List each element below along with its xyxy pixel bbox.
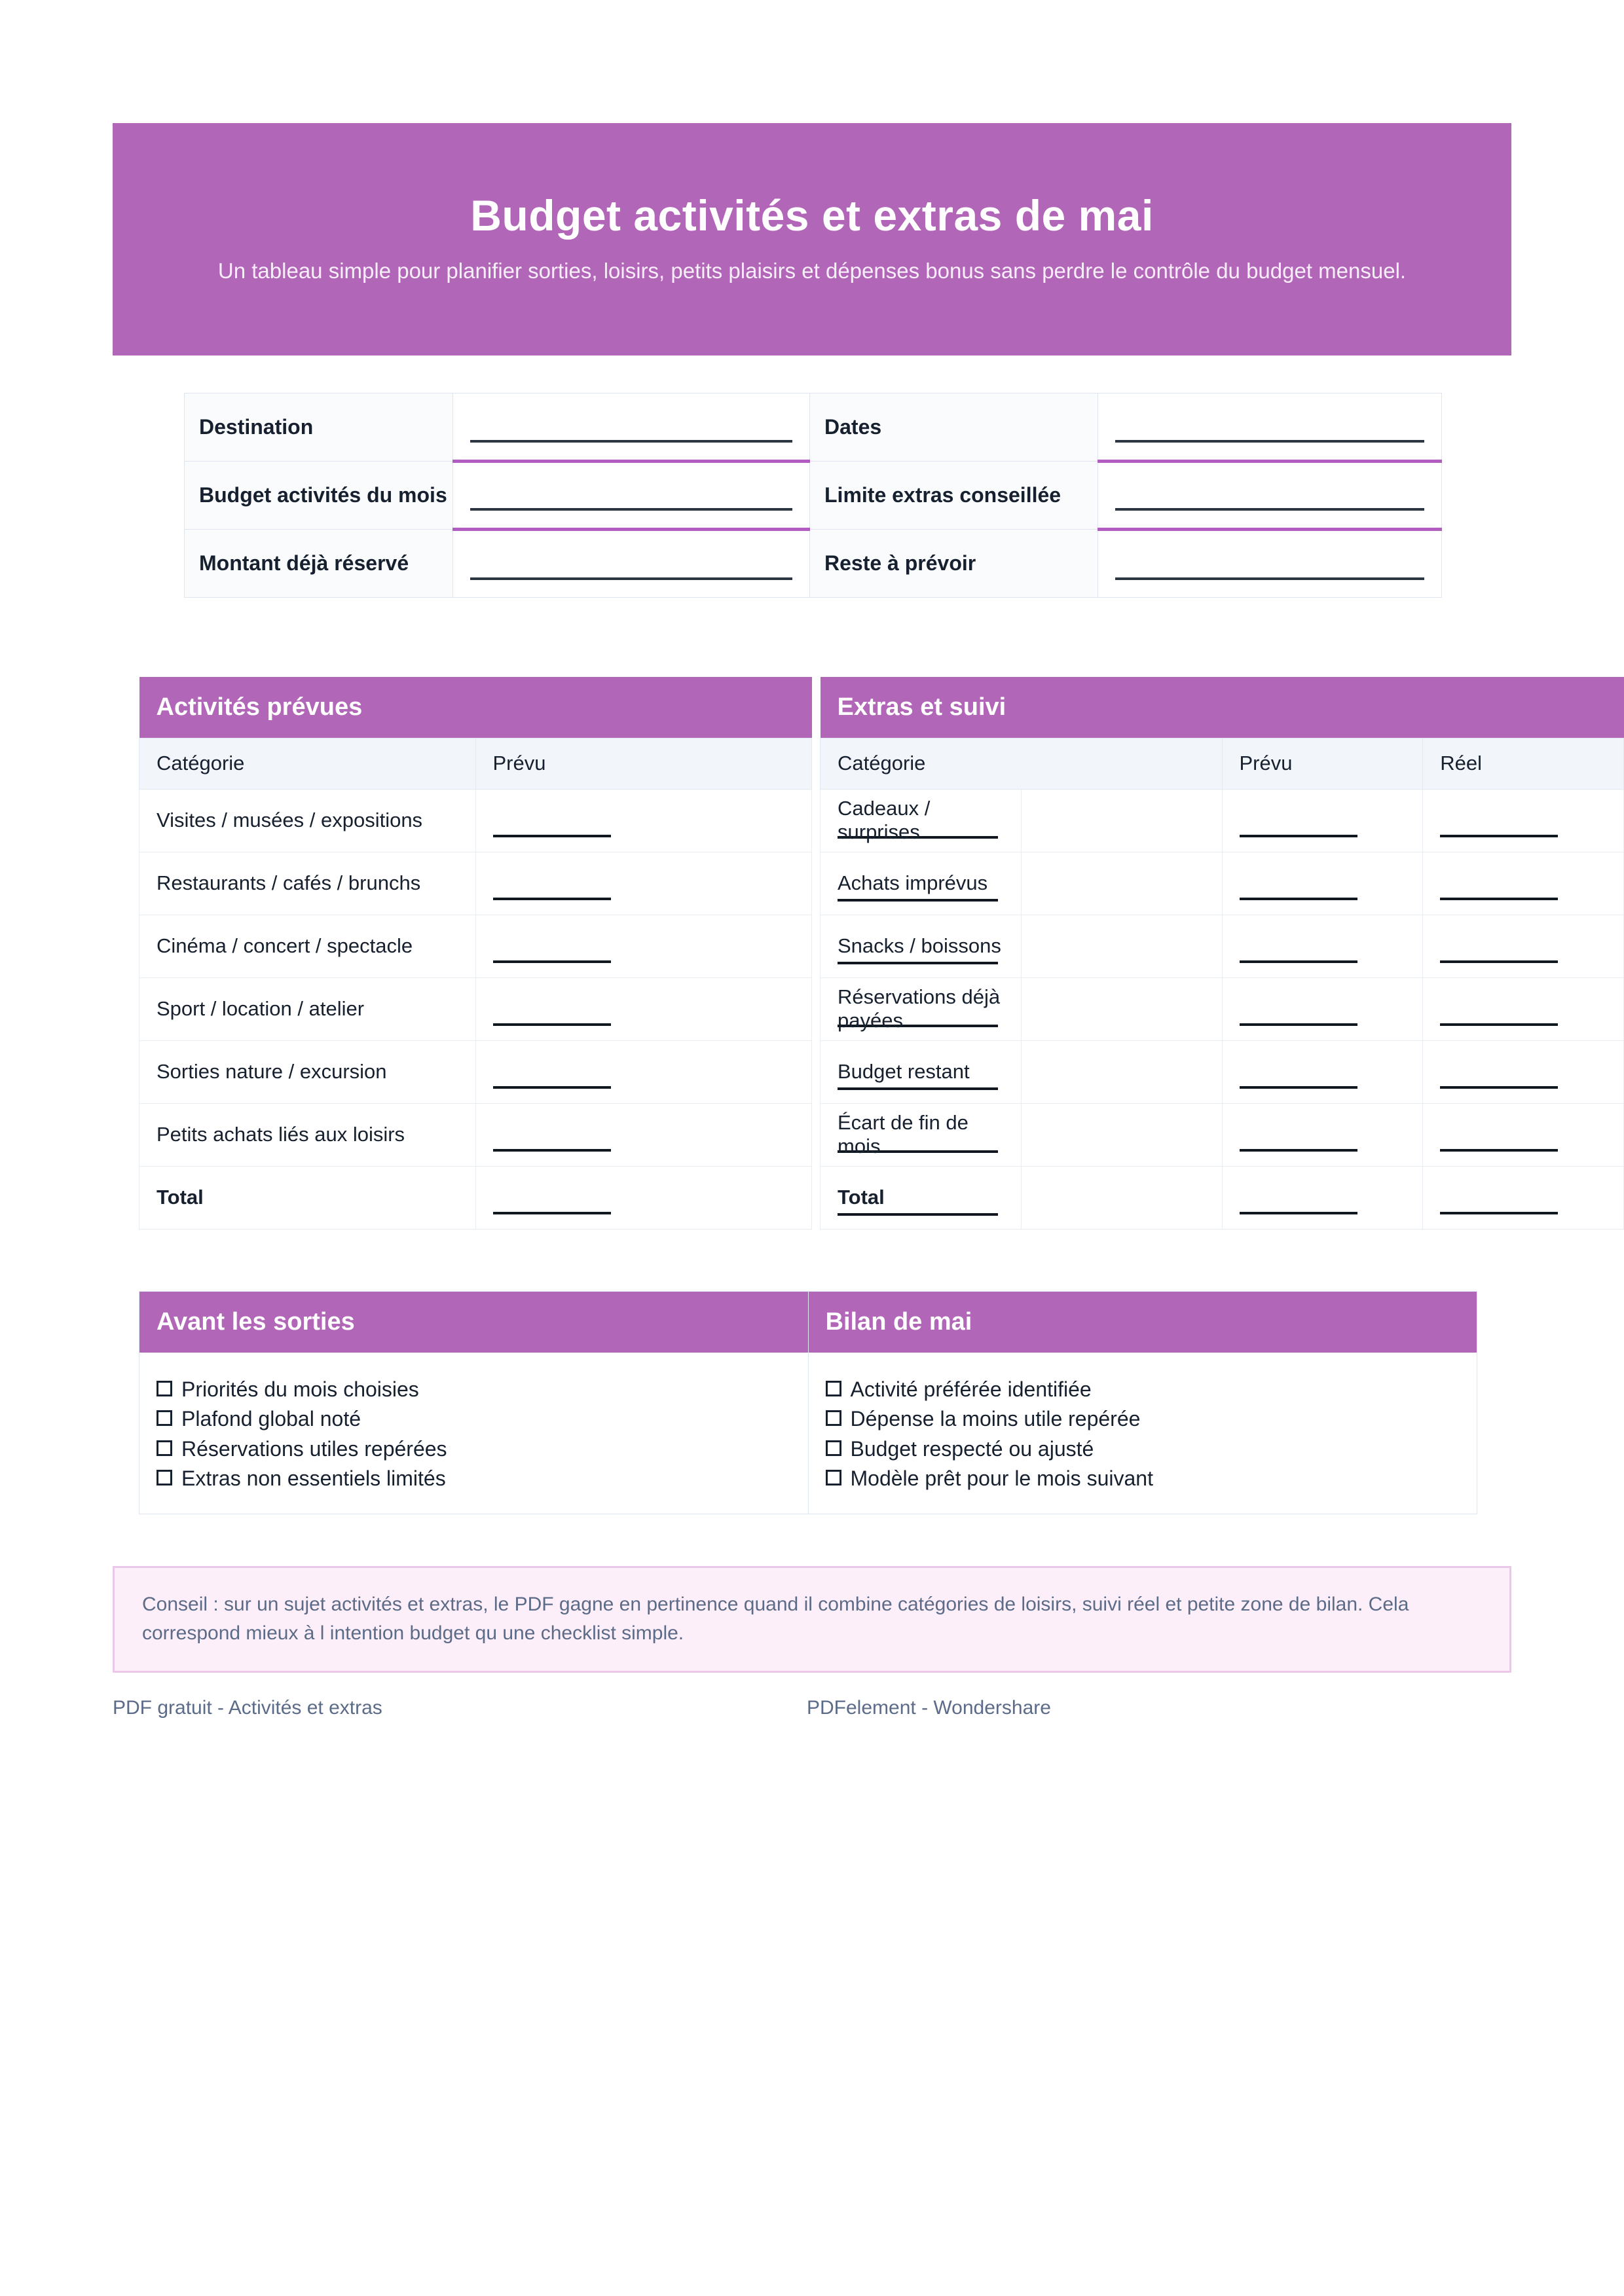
activities-header-row: [139, 738, 812, 789]
checklist-area: [139, 1291, 1477, 1514]
list-item[interactable]: [826, 1375, 1460, 1404]
checkbox-icon[interactable]: [157, 1381, 172, 1396]
checklist-item-label: Dépense la moins utile repérée: [850, 1407, 1141, 1431]
extras-input-prevu[interactable]: [1222, 852, 1423, 915]
activities-cell-category: Cinéma / concert / spectacle: [139, 915, 476, 977]
activities-input-prevu[interactable]: [475, 1103, 812, 1166]
checkbox-icon[interactable]: [157, 1440, 172, 1456]
table-row: [821, 789, 1624, 852]
activities-input-prevu[interactable]: [475, 852, 812, 915]
checklist-item-label: Plafond global noté: [181, 1407, 361, 1431]
write-rule: [838, 962, 998, 964]
write-rule: [1240, 835, 1357, 837]
write-rule: [1115, 577, 1424, 580]
extras-input-prevu[interactable]: [1222, 1103, 1423, 1166]
trip-info-table: [184, 393, 1442, 598]
write-rule: [1240, 898, 1357, 900]
write-rule: [493, 1023, 611, 1026]
write-rule: [1440, 1086, 1558, 1089]
checklist-items: [809, 1353, 1477, 1514]
extras-input-reel[interactable]: [1423, 915, 1624, 977]
info-field-budget-activites[interactable]: [453, 462, 810, 530]
info-field-limite-extras[interactable]: [1098, 462, 1442, 530]
table-row: [139, 977, 812, 1040]
activities-table-title: Activités prévues: [139, 677, 812, 738]
extras-input-prevu[interactable]: [1222, 977, 1423, 1040]
table-row: [821, 977, 1624, 1040]
extras-cell-spacer: [1021, 1040, 1222, 1103]
table-row: [821, 915, 1624, 977]
activities-title-row: [139, 677, 812, 738]
activities-cell-category: Restaurants / cafés / brunchs: [139, 852, 476, 915]
checklist-item-label: Budget respecté ou ajusté: [850, 1436, 1094, 1461]
extras-cell-category: [821, 789, 1022, 852]
write-rule: [493, 898, 611, 900]
extras-title-row: [821, 677, 1624, 738]
write-rule: [1440, 1023, 1558, 1026]
checklist-title: Bilan de mai: [809, 1292, 1477, 1353]
activities-input-prevu[interactable]: [475, 789, 812, 852]
write-rule: [1240, 1149, 1357, 1152]
extras-table: [820, 677, 1624, 1230]
write-rule: [1440, 1212, 1558, 1214]
extras-total-input-reel[interactable]: [1423, 1166, 1624, 1229]
table-row: [821, 852, 1624, 915]
checkbox-icon[interactable]: [157, 1410, 172, 1426]
extras-cell-spacer: [1021, 789, 1222, 852]
extras-category-label: Snacks / boissons: [838, 934, 1001, 957]
write-rule: [1115, 508, 1424, 511]
info-field-dates[interactable]: [1098, 393, 1442, 462]
info-field-reste-a-prevoir[interactable]: [1098, 530, 1442, 598]
activities-col-prevu: Prévu: [475, 738, 812, 789]
table-row: [139, 789, 812, 852]
activities-cell-category: Sorties nature / excursion: [139, 1040, 476, 1103]
page-subtitle: Un tableau simple pour planifier sorties, loisirs, petits plaisirs et dépenses bonus sans perdre le contrôle du budget mensuel.: [217, 259, 1407, 283]
activities-total-row: [139, 1166, 812, 1229]
info-label-limite-extras: Limite extras conseillée: [810, 462, 1098, 530]
info-label-reste-a-prevoir: Reste à prévoir: [810, 530, 1098, 598]
write-rule: [1240, 1212, 1357, 1214]
extras-input-prevu[interactable]: [1222, 789, 1423, 852]
activities-input-prevu[interactable]: [475, 915, 812, 977]
info-label-montant-reserve: Montant déjà réservé: [185, 530, 453, 598]
write-rule: [1440, 835, 1558, 837]
extras-input-prevu[interactable]: [1222, 915, 1423, 977]
hero-banner: [113, 123, 1511, 355]
page-footer: [113, 1697, 1511, 1730]
table-row: [139, 1040, 812, 1103]
checklist-item-label: Extras non essentiels limités: [181, 1467, 446, 1491]
checklist-items: [139, 1353, 808, 1514]
checklist-item-label: Priorités du mois choisies: [181, 1377, 419, 1401]
table-row: [139, 1103, 812, 1166]
checkbox-icon[interactable]: [157, 1470, 172, 1485]
table-row: [139, 915, 812, 977]
extras-input-reel[interactable]: [1423, 977, 1624, 1040]
extras-cell-category: [821, 852, 1022, 915]
extras-category-label: Budget restant: [838, 1060, 970, 1083]
extras-input-reel[interactable]: [1423, 1040, 1624, 1103]
write-rule: [1240, 960, 1357, 963]
extras-category-label: Cadeaux / surprises: [838, 797, 931, 843]
extras-category-label: Écart de fin de mois: [838, 1111, 969, 1157]
list-item[interactable]: [826, 1464, 1460, 1493]
extras-total-label: Total: [838, 1186, 885, 1209]
table-row: [185, 530, 1442, 598]
extras-col-prevu: Prévu: [1222, 738, 1423, 789]
list-item[interactable]: [157, 1404, 791, 1434]
write-rule: [470, 577, 792, 580]
footer-right-text: PDFelement - Wondershare: [807, 1697, 1051, 1719]
info-field-montant-reserve[interactable]: [453, 530, 810, 598]
activities-table: [139, 677, 812, 1230]
activities-col-categorie: Catégorie: [139, 738, 476, 789]
extras-category-label: Achats imprévus: [838, 871, 988, 894]
extras-cell-category: [821, 977, 1022, 1040]
write-rule: [493, 1212, 611, 1214]
extras-cell-spacer: [1021, 915, 1222, 977]
extras-input-reel[interactable]: [1423, 1103, 1624, 1166]
list-item[interactable]: [826, 1434, 1460, 1464]
checkbox-icon[interactable]: [826, 1440, 841, 1456]
write-rule: [493, 960, 611, 963]
list-item[interactable]: [157, 1434, 791, 1464]
table-row: [185, 393, 1442, 462]
write-rule: [1440, 1149, 1558, 1152]
info-label-dates: Dates: [810, 393, 1098, 462]
extras-cell-spacer: [1021, 852, 1222, 915]
tip-text: Conseil : sur un sujet activités et extras, le PDF gagne en pertinence quand il combine catégories de loisirs, suivi réel et petite zone de bilan. Cela correspond mieux à l intention budget qu une checklist simple.: [142, 1594, 1409, 1644]
activities-cell-category: Sport / location / atelier: [139, 977, 476, 1040]
extras-col-categorie: Catégorie: [821, 738, 1223, 789]
checklist-item-label: Activité préférée identifiée: [850, 1377, 1092, 1401]
list-item[interactable]: [157, 1375, 791, 1404]
activities-cell-category: Petits achats liés aux loisirs: [139, 1103, 476, 1166]
activities-input-prevu[interactable]: [475, 1040, 812, 1103]
activities-cell-category: Visites / musées / expositions: [139, 789, 476, 852]
activities-total-label: Total: [139, 1166, 476, 1229]
checklist-item-label: Réservations utiles repérées: [181, 1436, 447, 1461]
extras-input-prevu[interactable]: [1222, 1040, 1423, 1103]
checklist-item-label: Modèle prêt pour le mois suivant: [850, 1467, 1153, 1491]
table-row: [139, 852, 812, 915]
checklist-bilan-de-mai: [808, 1292, 1477, 1514]
extras-total-row: [821, 1166, 1624, 1229]
extras-col-reel: Réel: [1423, 738, 1624, 789]
extras-input-reel[interactable]: [1423, 852, 1624, 915]
checkbox-icon[interactable]: [826, 1410, 841, 1426]
write-rule: [1440, 898, 1558, 900]
write-rule: [493, 1086, 611, 1089]
info-field-destination[interactable]: [453, 393, 810, 462]
write-rule: [470, 440, 792, 443]
checkbox-icon[interactable]: [826, 1470, 841, 1485]
write-rule: [838, 1087, 998, 1090]
extras-cell-spacer: [1021, 1166, 1222, 1229]
extras-cell-category: [821, 915, 1022, 977]
extras-cell-spacer: [1021, 977, 1222, 1040]
list-item[interactable]: [157, 1464, 791, 1493]
checklist-avant-les-sorties: [139, 1292, 808, 1514]
write-rule: [470, 508, 792, 511]
footer-left-text: PDF gratuit - Activités et extras: [113, 1697, 382, 1719]
write-rule: [493, 835, 611, 837]
info-label-destination: Destination: [185, 393, 453, 462]
write-rule: [838, 899, 998, 902]
extras-input-reel[interactable]: [1423, 789, 1624, 852]
extras-total-input-prevu[interactable]: [1222, 1166, 1423, 1229]
write-rule: [1240, 1086, 1357, 1089]
extras-cell-category: [821, 1040, 1022, 1103]
extras-header-row: [821, 738, 1624, 789]
write-rule: [1240, 1023, 1357, 1026]
extras-cell-spacer: [1021, 1103, 1222, 1166]
checkbox-icon[interactable]: [826, 1381, 841, 1396]
write-rule: [838, 1213, 998, 1216]
list-item[interactable]: [826, 1404, 1460, 1434]
extras-cell-category: [821, 1103, 1022, 1166]
info-label-budget-activites: Budget activités du mois: [185, 462, 453, 530]
activities-total-input[interactable]: [475, 1166, 812, 1229]
tip-box: [113, 1566, 1511, 1673]
table-row: [185, 462, 1442, 530]
extras-category-label: Réservations déjà payées: [838, 985, 1001, 1032]
write-rule: [493, 1149, 611, 1152]
activities-input-prevu[interactable]: [475, 977, 812, 1040]
extras-table-title: Extras et suivi: [821, 677, 1624, 738]
table-row: [821, 1040, 1624, 1103]
page-title: Budget activités et extras de mai: [470, 191, 1154, 240]
checklist-title: Avant les sorties: [139, 1292, 808, 1353]
table-row: [821, 1103, 1624, 1166]
write-rule: [1440, 960, 1558, 963]
write-rule: [1115, 440, 1424, 443]
extras-total-label-cell: [821, 1166, 1022, 1229]
